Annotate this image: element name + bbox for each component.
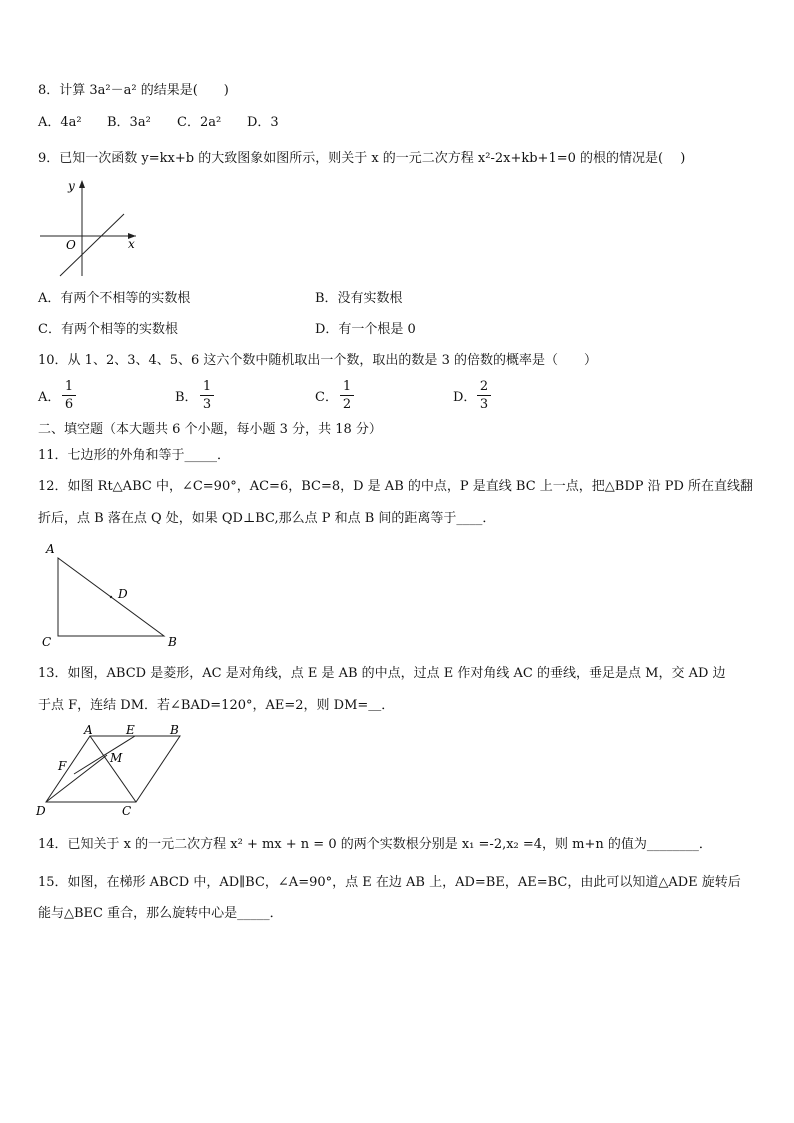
label-e: E: [126, 723, 135, 737]
label-a: A: [84, 723, 93, 737]
q13-stem-line1: 13．如图，ABCD 是菱形，AC 是对角线，点 E 是 AB 的中点，过点 E 作对角线 AC 的垂线，垂足是点 M，交 AD 边: [38, 666, 726, 681]
origin-label: O: [66, 238, 76, 252]
label-d: D: [36, 804, 46, 818]
q8-option-b: B．3a²: [107, 115, 151, 130]
denominator: 6: [64, 397, 74, 412]
q9-option-d: D．有一个根是 0: [315, 322, 416, 337]
q8-option-a: A．4a²: [38, 115, 82, 130]
label-b: B: [168, 635, 177, 649]
q8-option-d: D．3: [247, 115, 279, 130]
label-m: M: [110, 751, 123, 765]
diagonal-ac: [90, 736, 136, 802]
q9-option-c: C．有两个相等的实数根: [38, 322, 178, 337]
numerator: 1: [202, 379, 212, 394]
q12-triangle-figure: [36, 538, 186, 650]
q13-stem-line2: 于点 F，连结 DM．若∠BAD=120°，AE=2，则 DM=＿．: [38, 698, 395, 713]
denominator: 2: [342, 397, 352, 412]
q15-stem-line1: 15．如图，在梯形 ABCD 中，AD∥BC，∠A=90°，点 E 在边 AB 上，AD=BE，AE=BC，由此可以知道△ADE 旋转后: [38, 875, 741, 890]
q10-option-d-letter: D．: [453, 390, 477, 405]
q10-option-d-fraction: [477, 379, 491, 412]
q10-option-b-fraction: [200, 379, 214, 412]
q10-option-b-letter: B．: [175, 390, 198, 405]
q9-option-b: B．没有实数根: [315, 291, 403, 306]
section-heading-fill-in: 二、填空题（本大题共 6 个小题，每小题 3 分，共 18 分）: [38, 422, 382, 437]
label-b: B: [170, 723, 179, 737]
line-ef: [74, 736, 135, 774]
q11-stem: 11．七边形的外角和等于_____．: [38, 448, 231, 463]
numerator: 1: [64, 379, 74, 394]
q8-stem: 8．计算 3a²－a² 的结果是( ): [38, 83, 229, 98]
x-axis-label: x: [128, 237, 135, 251]
denominator: 3: [479, 397, 489, 412]
q12-stem-line2: 折后，点 B 落在点 Q 处，如果 QD⊥BC,那么点 P 和点 B 间的距离等于____．: [38, 511, 496, 526]
q10-stem: 10．从 1、2、3、4、5、6 这六个数中随机取出一个数，取出的数是 3 的倍数的概率是（ ）: [38, 353, 597, 368]
label-f: F: [58, 759, 67, 773]
denominator: 3: [202, 397, 212, 412]
label-a: A: [46, 542, 55, 556]
q9-stem: 9．已知一次函数 y=kx+b 的大致图象如图所示，则关于 x 的一元二次方程 x²-2x+kb+1=0 的根的情况是( ): [38, 151, 686, 166]
q13-rhombus-figure: [34, 722, 186, 822]
y-axis-label: y: [68, 179, 75, 193]
q8-option-c: C．2a²: [177, 115, 222, 130]
q10-option-a-letter: A．: [38, 390, 61, 405]
q14-stem: 14．已知关于 x 的一元二次方程 x² + mx + n = 0 的两个实数根分别是 x₁ =-2,x₂ =4，则 m+n 的值为________．: [38, 837, 712, 852]
segment-dm: [46, 755, 107, 802]
q12-stem-line1: 12．如图 Rt△ABC 中，∠C=90°，AC=6，BC=8，D 是 AB 的中点，P 是直线 BC 上一点，把△BDP 沿 PD 所在直线翻: [38, 479, 754, 494]
label-c: C: [42, 635, 52, 649]
y-axis-arrow: [79, 180, 85, 188]
numerator: 1: [342, 379, 352, 394]
numerator: 2: [479, 379, 489, 394]
point-d: [110, 596, 112, 598]
q9-option-a: A．有两个不相等的实数根: [38, 291, 191, 306]
label-d: D: [118, 587, 128, 601]
q10-option-c-fraction: [340, 379, 354, 412]
label-c: C: [122, 804, 132, 818]
q10-option-c-letter: C．: [315, 390, 338, 405]
q15-stem-line2: 能与△BEC 重合，那么旋转中心是_____．: [38, 906, 283, 921]
q10-option-a-fraction: [62, 379, 76, 412]
q9-linear-graph: [36, 176, 146, 280]
